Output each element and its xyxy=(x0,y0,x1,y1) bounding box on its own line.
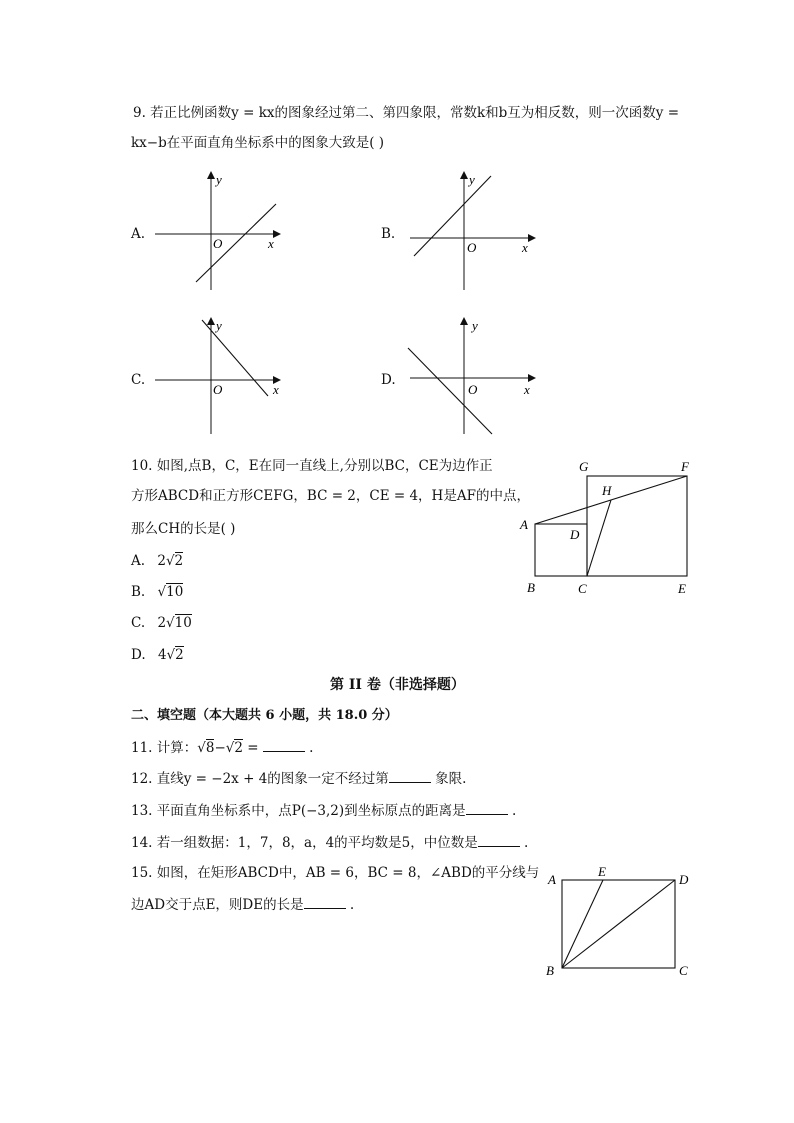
q10-label-e: E xyxy=(678,581,686,596)
q11-prefix: 11. 计算： xyxy=(131,740,198,756)
q11 xyxy=(131,737,313,758)
q10-option-c-label: C. xyxy=(131,615,146,631)
q10-label-h: H xyxy=(602,483,612,498)
q10-label-f: F xyxy=(681,459,689,474)
q15-line2 xyxy=(131,894,354,915)
q10-label-g: G xyxy=(579,459,589,474)
q9-graph-d xyxy=(400,312,545,437)
q10-line3: 那么CH的长是( ) xyxy=(131,521,236,537)
radical-sign-icon: √ xyxy=(166,647,176,663)
q11-radicand-1: 8 xyxy=(205,740,215,756)
q9-graph-c xyxy=(150,312,290,437)
q9a-x-label: x xyxy=(268,236,274,251)
q15-label-a: A xyxy=(548,872,556,887)
q15-label-c: C xyxy=(679,963,688,978)
q11-radicand-2: 2 xyxy=(234,740,243,756)
q12-prefix: 12. 直线y = −2x + 4的图象一定不经过第 xyxy=(131,771,389,787)
q9-line2: kx−b在平面直角坐标系中的图象大致是( ) xyxy=(131,135,385,151)
q11-answer-blank[interactable] xyxy=(263,737,305,752)
q11-minus: − xyxy=(214,740,226,756)
q10-option-b-radicand: 10 xyxy=(166,584,184,600)
q9-option-a-label[interactable]: A. xyxy=(131,226,146,242)
radical-sign-icon: √ xyxy=(166,615,175,631)
q10-line1: 10. 如图,点B，C，E在同一直线上,分别以BC，CE为边作正 xyxy=(131,458,493,474)
q10-option-a-radicand: 2 xyxy=(174,553,184,569)
q10-option-a-label: A. xyxy=(131,553,146,569)
q9d-origin-label: O xyxy=(468,382,478,397)
q9a-origin-label: O xyxy=(213,236,223,251)
q9b-y-label: y xyxy=(469,172,475,187)
q10-option-c-radicand: 10 xyxy=(174,615,192,631)
q13-end: . xyxy=(507,803,517,819)
q9c-origin-label: O xyxy=(213,382,223,397)
q9-graph-a xyxy=(150,168,290,293)
q9-option-d-label[interactable]: D. xyxy=(381,372,396,388)
q10-option-c-coef: 2 xyxy=(157,615,167,631)
q14 xyxy=(131,832,528,853)
q9-graph-b xyxy=(405,168,545,293)
radical-sign-icon: √ xyxy=(225,740,235,756)
q11-end: . xyxy=(304,740,314,756)
q10-option-d-radicand: 2 xyxy=(175,647,184,663)
q9a-y-label: y xyxy=(216,172,222,187)
q10-option-b[interactable] xyxy=(131,582,183,602)
q15-label-d: D xyxy=(679,872,689,887)
q9-line1: 9. 若正比例函数y = kx的图象经过第二、第四象限，常数k和b互为相反数，则一次函数y = xyxy=(133,105,680,121)
q15-label-b: B xyxy=(546,963,554,978)
q9c-x-label: x xyxy=(273,382,279,397)
q12 xyxy=(131,768,466,789)
radical-sign-icon: √ xyxy=(197,740,206,756)
q13 xyxy=(131,800,516,821)
q14-answer-blank[interactable] xyxy=(478,832,520,847)
q15-line2-prefix: 边AD交于点E，则DE的长是 xyxy=(131,897,304,913)
q9d-y-label: y xyxy=(472,318,478,333)
q9d-x-label: x xyxy=(524,382,530,397)
q10-option-d-label: D. xyxy=(131,647,146,663)
q10-label-c: C xyxy=(578,581,587,596)
q15-label-e: E xyxy=(598,864,606,879)
q10-option-a-coef: 2 xyxy=(157,553,166,569)
q10-label-b: B xyxy=(527,580,535,595)
q15-line1: 15. 如图，在矩形ABCD中，AB = 6，BC = 8，∠ABD的平分线与 xyxy=(131,865,540,881)
q10-option-d-coef: 4 xyxy=(157,647,167,663)
q11-equals: = xyxy=(242,740,263,756)
q9c-y-label: y xyxy=(216,318,222,333)
q10-option-a[interactable] xyxy=(131,551,183,571)
fill-in-section-heading: 二、填空题（本大题共 6 小题，共 18.0 分） xyxy=(131,708,398,723)
q15-figure xyxy=(540,862,700,982)
q14-end: . xyxy=(519,835,529,851)
q10-option-c[interactable] xyxy=(131,613,192,633)
q9b-x-label: x xyxy=(522,240,528,255)
q10-label-a: A xyxy=(520,517,528,532)
q15-end: . xyxy=(345,897,355,913)
q12-end: 象限. xyxy=(430,771,467,787)
q13-prefix: 13. 平面直角坐标系中，点P(−3,2)到坐标原点的距离是 xyxy=(131,803,466,819)
radical-sign-icon: √ xyxy=(165,553,175,569)
radical-sign-icon: √ xyxy=(157,584,167,600)
q12-answer-blank[interactable] xyxy=(389,768,431,783)
q9b-origin-label: O xyxy=(467,240,477,255)
q13-answer-blank[interactable] xyxy=(466,800,508,815)
q10-label-d: D xyxy=(570,527,580,542)
q10-figure xyxy=(510,455,710,600)
q9-option-b-label[interactable]: B. xyxy=(381,226,396,242)
q10-line2: 方形ABCD和正方形CEFG，BC = 2，CE = 4，H是AF的中点， xyxy=(131,488,530,504)
q9-option-c-label[interactable]: C. xyxy=(131,372,146,388)
section-2-title: 第 II 卷（非选择题） xyxy=(330,677,465,693)
q10-option-d[interactable] xyxy=(131,645,184,665)
q15-answer-blank[interactable] xyxy=(304,894,346,909)
q14-prefix: 14. 若一组数据：1，7，8，a，4的平均数是5，中位数是 xyxy=(131,835,478,851)
q10-option-b-label: B. xyxy=(131,584,146,600)
